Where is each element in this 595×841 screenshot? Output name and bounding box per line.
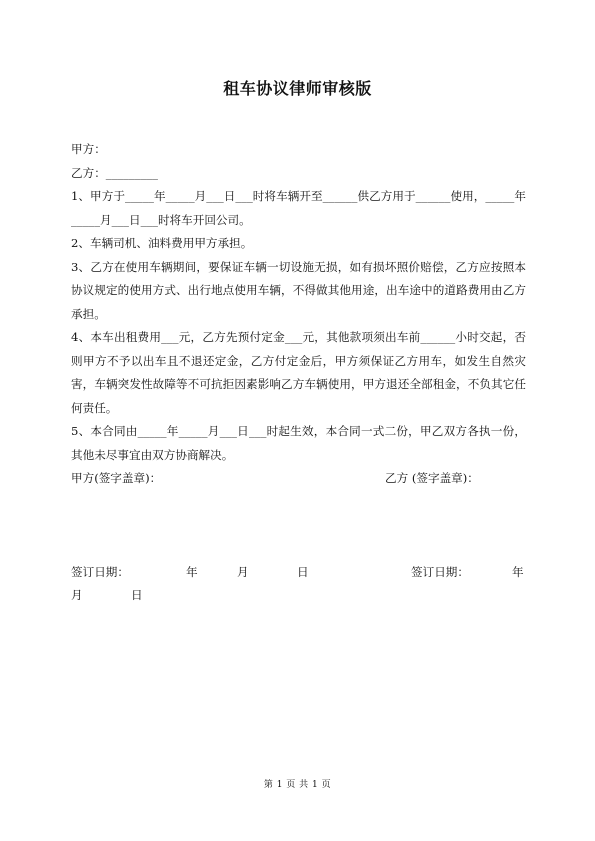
clause-5: 5、本合同由_____年_____月___日___时起生效，本合同一式二份，甲乙双方各执一份，其他未尽事宜由双方协商解决。 <box>71 424 526 462</box>
signature-row <box>71 468 526 488</box>
signing-month-a: 月 <box>237 565 249 579</box>
signing-year-b: 年 <box>512 565 524 579</box>
clause-2: 2、车辆司机、油料费用甲方承担。 <box>71 236 253 250</box>
signing-day-b: 日 <box>131 588 143 602</box>
party-a-signature-label: 甲方(签字盖章)： <box>71 471 162 485</box>
clause-4: 4、本车出租费用___元，乙方先预付定金___元，其他款项须出车前______小时交起，否则甲方不予以出车且不退还定金，乙方付定金后，甲方须保证乙方用车，如发生自然灾害，车辆突发性故障等不可抗拒因素影响乙方车辆使用，甲方退还全部租金，不负其它任何责任。 <box>71 330 526 415</box>
clause-1: 1、甲方于_____年_____月___日___时将车辆开至______供乙方用于______使用，_____年_____月___日___时将车开回公司。 <box>71 189 526 227</box>
signing-month-b: 月 <box>71 588 83 602</box>
signing-year-a: 年 <box>186 565 198 579</box>
signing-date-label-b: 签订日期： <box>411 565 469 579</box>
signing-day-a: 日 <box>297 565 309 579</box>
party-b-line: 乙方：_________ <box>71 165 158 180</box>
clause-3: 3、乙方在使用车辆期间，要保证车辆一切设施无损，如有损坏照价赔偿，乙方应按照本协议规定的使用方式、出行地点使用车辆，不得做其他用途，出车途中的道路费用由乙方承担。 <box>71 259 526 321</box>
party-a-line: 甲方： <box>71 142 106 156</box>
document-title: 租车协议律师审核版 <box>223 79 372 98</box>
party-b-signature-label: 乙方 (签字盖章)： <box>385 471 479 485</box>
contract-body <box>71 138 526 467</box>
signing-date-label-a: 签订日期： <box>71 565 129 579</box>
page-footer: 第 1 页 共 1 页 <box>263 780 332 790</box>
